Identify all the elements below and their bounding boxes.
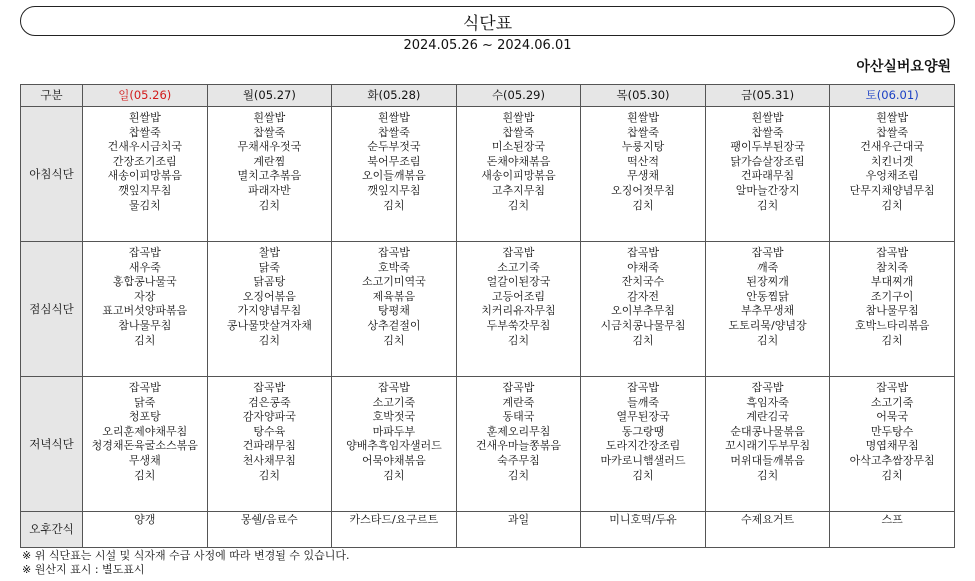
dish-item: 찹쌀죽 [876, 125, 909, 139]
dish-item: 청포탕 [128, 410, 161, 424]
dish-item: 검은콩죽 [248, 395, 291, 409]
dish-item: 깻잎지무침 [118, 183, 172, 197]
dish-item: 김치 [632, 468, 654, 482]
dish-item: 오징어볶음 [242, 289, 296, 303]
dish-item: 북어무조림 [367, 154, 421, 168]
snack-cell: 양갱 [83, 512, 208, 548]
dish-item: 참치죽 [876, 260, 909, 274]
dish-item: 잡곡밥 [253, 381, 286, 394]
menu-cell [830, 107, 955, 242]
dish-item: 김치 [881, 198, 903, 212]
dish-item: 무생채 [128, 453, 161, 467]
dish-item: 떡산적 [627, 154, 659, 168]
dish-item: 부추무생채 [741, 304, 795, 318]
menu-cell [830, 242, 955, 377]
dish-item: 동그랑땡 [621, 424, 665, 438]
dish-item: 가지양념무침 [237, 304, 302, 318]
dish-item: 단무지채양념무침 [849, 183, 935, 197]
dish-item: 오이들깨볶음 [362, 169, 426, 183]
meal-row-breakfast [21, 107, 955, 242]
dish-item: 도토리묵/양념장 [728, 318, 807, 332]
day-header-friday: 금(05.31) [705, 85, 830, 107]
meal-label: 저녁식단 [21, 377, 83, 512]
snack-cell: 카스타드/요구르트 [332, 512, 457, 548]
dish-item: 김치 [756, 333, 779, 347]
dish-item: 계란찜 [253, 154, 286, 168]
dish-item: 잡곡밥 [751, 246, 784, 259]
dish-item: 홍합콩나물국 [112, 275, 177, 289]
dish-item: 고등어조림 [491, 289, 546, 303]
dish-item: 새우죽 [128, 260, 161, 274]
dish-item: 들깨죽 [627, 395, 659, 409]
menu-cell [83, 107, 208, 242]
dish-item: 미소된장국 [491, 140, 546, 154]
dish-item: 파래자반 [248, 183, 291, 197]
day-header-thursday: 목(05.30) [581, 85, 706, 107]
dish-item: 순두부젓국 [367, 140, 421, 154]
dish-item: 닭죽 [258, 260, 280, 274]
dish-item: 김치 [383, 333, 405, 347]
dish-item: 훈제오리무침 [486, 424, 551, 438]
dish-item: 아삭고추쌈장무침 [849, 453, 935, 467]
dish-item: 흰쌀밥 [876, 111, 909, 124]
dish-item: 오징어젓무침 [611, 183, 675, 197]
dish-item: 깨죽 [756, 260, 779, 274]
menu-title [20, 6, 955, 36]
dish-item: 잡곡밥 [751, 381, 784, 394]
dish-item: 깻잎지무침 [367, 183, 421, 197]
dish-item: 표고버섯양파볶음 [102, 304, 188, 318]
dish-item: 두부쑥갓무침 [486, 318, 551, 332]
dish-item: 무채새우젓국 [237, 140, 302, 154]
dish-item: 흰쌀밥 [502, 111, 535, 124]
facility-name: 아산실버요양원 [856, 59, 951, 75]
dish-item: 건새우근대국 [860, 140, 925, 154]
dish-item: 어묵야채볶음 [362, 453, 426, 467]
dish-item: 도라지간장조림 [605, 439, 681, 453]
dish-item: 물김치 [128, 198, 161, 212]
dish-item: 김치 [258, 333, 280, 347]
dish-item: 닭죽 [134, 395, 156, 409]
dish-item: 천사채무침 [242, 453, 296, 467]
dish-item: 참나물무침 [118, 318, 172, 332]
dish-item: 흰쌀밥 [751, 111, 784, 124]
menu-table [20, 84, 955, 548]
snack-cell: 과일 [456, 512, 581, 548]
dish-item: 잡곡밥 [377, 246, 410, 259]
dish-item: 건새우마늘쫑볶음 [475, 439, 561, 453]
dish-item: 숙주무침 [497, 453, 540, 467]
dish-item: 우엉채조림 [865, 169, 919, 183]
menu-cell [332, 242, 457, 377]
dish-item: 멸치고추볶음 [237, 169, 302, 183]
dish-item: 동태국 [502, 410, 535, 424]
dish-item: 김치 [134, 333, 156, 347]
meal-label: 점심식단 [21, 242, 83, 377]
page-title: 식단표 [462, 13, 513, 34]
dish-item: 소고기미역국 [362, 275, 426, 289]
dish-item: 흑임자죽 [746, 395, 789, 409]
dish-item: 감자양파국 [242, 410, 296, 424]
dish-item: 호박죽 [377, 260, 410, 274]
snack-cell: 스프 [830, 512, 955, 548]
dish-item: 감자전 [627, 289, 659, 303]
dish-item: 찹쌀죽 [627, 125, 659, 139]
menu-cell [456, 107, 581, 242]
dish-item: 김치 [632, 198, 654, 212]
dish-item: 잡곡밥 [876, 381, 909, 394]
dish-item: 닭가슴살장조림 [730, 154, 805, 168]
dish-item: 잡곡밥 [876, 246, 909, 259]
snack-cell: 미니호떡/두유 [581, 512, 706, 548]
menu-cell [456, 377, 581, 512]
dish-item: 잡곡밥 [627, 381, 659, 394]
dish-item: 마파두부 [372, 424, 416, 438]
dish-item: 건새우시금치국 [107, 140, 182, 154]
dish-item: 참나물무침 [865, 304, 919, 318]
dish-item: 소고기죽 [870, 395, 914, 409]
note-line: ※ 위 식단표는 시설 및 식자재 수급 사정에 따라 변경될 수 있습니다. [22, 549, 350, 562]
snack-cell: 몽쉘/음료수 [207, 512, 332, 548]
dish-item: 마카로니햄샐러드 [600, 453, 686, 467]
dish-item: 돈채야채볶음 [486, 154, 551, 168]
dish-item: 잡곡밥 [627, 246, 659, 259]
dish-item: 누룽지탕 [621, 140, 665, 154]
dish-item: 닭곰탕 [253, 275, 286, 289]
day-header-tuesday: 화(05.28) [332, 85, 457, 107]
dish-item: 팽이두부된장국 [730, 140, 805, 154]
dish-item: 찹쌀죽 [377, 125, 410, 139]
dish-item: 호박느타리볶음 [854, 318, 930, 332]
dish-item: 호박젓국 [372, 410, 416, 424]
dish-item: 안동찜닭 [746, 289, 789, 303]
menu-cell [581, 377, 706, 512]
dish-item: 김치 [756, 468, 779, 482]
dish-item: 찹쌀죽 [128, 125, 161, 139]
dish-item: 시금치콩나물무침 [600, 318, 686, 332]
dish-item: 순대콩나물볶음 [730, 424, 805, 438]
dish-item: 찹쌀죽 [502, 125, 535, 139]
menu-cell [83, 242, 208, 377]
dish-item: 계란죽 [502, 395, 535, 409]
menu-cell [332, 107, 457, 242]
day-header-sunday: 일(05.26) [83, 85, 208, 107]
day-header-saturday: 토(06.01) [830, 85, 955, 107]
meal-row-dinner [21, 377, 955, 512]
snack-label: 오후간식 [21, 512, 83, 548]
dish-item: 고추지무침 [491, 183, 546, 197]
dish-item: 상추겉절이 [367, 318, 421, 332]
snack-cell: 수제요거트 [705, 512, 830, 548]
dish-item: 머위대들깨볶음 [730, 453, 805, 467]
dish-item: 명엽채무침 [865, 439, 919, 453]
day-header-monday: 월(05.27) [207, 85, 332, 107]
menu-cell [207, 107, 332, 242]
dish-item: 김치 [383, 468, 405, 482]
dish-item: 무생채 [627, 169, 659, 183]
menu-cell [830, 377, 955, 512]
dish-item: 김치 [632, 333, 654, 347]
dish-item: 열무된장국 [616, 410, 670, 424]
dish-item: 김치 [134, 468, 156, 482]
day-header-row [21, 85, 955, 107]
dish-item: 건파래무침 [242, 439, 296, 453]
dish-item: 자장 [134, 289, 156, 303]
dish-item: 계란김국 [746, 410, 789, 424]
dish-item: 오리훈제야채무침 [102, 424, 188, 438]
dish-item: 콩나물맛살겨자채 [226, 318, 312, 332]
dish-item: 소고기죽 [497, 260, 540, 274]
menu-cell [581, 242, 706, 377]
dish-item: 김치 [507, 468, 530, 482]
dish-item: 어묵국 [876, 410, 909, 424]
dish-item: 흰쌀밥 [627, 111, 659, 124]
menu-cell [332, 377, 457, 512]
dish-item: 찹쌀죽 [751, 125, 784, 139]
dish-item: 만두탕수 [870, 424, 914, 438]
dish-item: 잡곡밥 [128, 246, 161, 259]
dish-item: 건파래무침 [741, 169, 795, 183]
menu-cell [581, 107, 706, 242]
dish-item: 잡곡밥 [502, 246, 535, 259]
dish-item: 부대찌개 [870, 275, 914, 289]
meal-row-lunch [21, 242, 955, 377]
menu-cell [207, 242, 332, 377]
notes [22, 549, 349, 577]
dish-item: 김치 [258, 198, 280, 212]
menu-cell [456, 242, 581, 377]
dish-item: 청경채돈육굴소스볶음 [91, 439, 198, 453]
dish-item: 김치 [383, 198, 405, 212]
dish-item: 김치 [881, 333, 903, 347]
menu-cell [705, 107, 830, 242]
menu-cell [705, 377, 830, 512]
dish-item: 탕평채 [377, 304, 410, 318]
dish-item: 얼갈이된장국 [486, 275, 551, 289]
dish-item: 김치 [258, 468, 280, 482]
dish-item: 김치 [507, 333, 530, 347]
dish-item: 찰밥 [258, 246, 280, 259]
dish-item: 된장찌개 [746, 275, 789, 289]
dish-item: 흰쌀밥 [253, 111, 286, 124]
dish-item: 잡곡밥 [502, 381, 535, 394]
dish-item: 간장조기조림 [112, 154, 177, 168]
dish-item: 흰쌀밥 [128, 111, 161, 124]
dish-item: 탕수육 [253, 424, 286, 438]
menu-cell [705, 242, 830, 377]
dish-item: 잡곡밥 [377, 381, 410, 394]
dish-item: 양배추흑임자샐러드 [346, 439, 442, 453]
dish-item: 김치 [756, 198, 779, 212]
dish-item: 치킨너겟 [870, 154, 914, 168]
dish-item: 소고기죽 [372, 395, 416, 409]
snack-row [21, 512, 955, 548]
meal-label: 아침식단 [21, 107, 83, 242]
dish-item: 잡곡밥 [128, 381, 161, 394]
dish-item: 조기구이 [870, 289, 914, 303]
dish-item: 야채죽 [627, 260, 659, 274]
dish-item: 흰쌀밥 [377, 111, 410, 124]
dish-item: 새송이피망볶음 [107, 169, 182, 183]
dish-item: 꼬시래기두부무침 [725, 439, 811, 453]
category-header: 구분 [21, 85, 83, 107]
dish-item: 새송이피망볶음 [481, 169, 556, 183]
menu-cell [83, 377, 208, 512]
note-line: ※ 원산지 표시 : 별도표시 [22, 563, 145, 576]
dish-item: 잔치국수 [621, 275, 665, 289]
dish-item: 알마늘간장지 [735, 183, 800, 197]
dish-item: 김치 [507, 198, 530, 212]
dish-item: 치커리유자무침 [481, 304, 556, 318]
dish-item: 제육볶음 [372, 289, 416, 303]
dish-item: 오이부추무침 [611, 304, 675, 318]
day-header-wednesday: 수(05.29) [456, 85, 581, 107]
date-range: 2024.05.26 ~ 2024.06.01 [403, 38, 572, 53]
menu-cell [207, 377, 332, 512]
dish-item: 찹쌀죽 [253, 125, 286, 139]
dish-item: 김치 [881, 468, 903, 482]
